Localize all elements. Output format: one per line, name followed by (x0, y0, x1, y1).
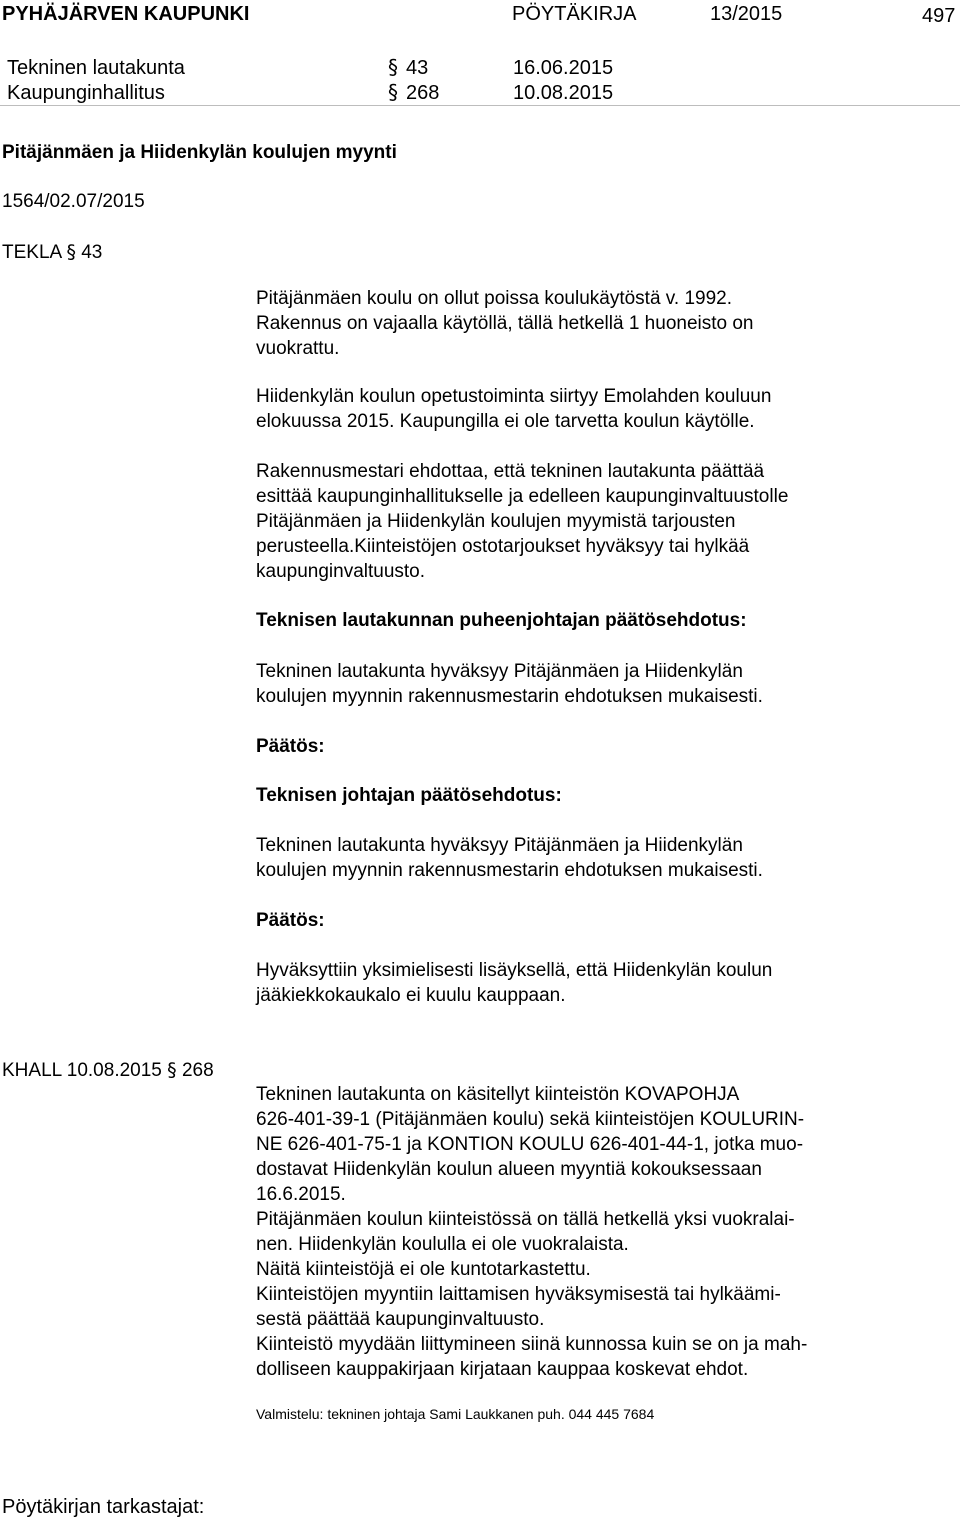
text-line: 16.6.2015. (256, 1184, 346, 1205)
text-line: Pitäjänmäen ja Hiidenkylän koulujen myymistä tarjousten (256, 511, 736, 532)
tekla-text: TEKLA (2, 242, 62, 263)
section-number: 43 (406, 57, 429, 79)
text-line: 626-401-39-1 (Pitäjänmäen koulu) sekä kiinteistöjen KOULURIN- (256, 1109, 805, 1130)
text-line: esittää kaupunginhallitukselle ja edelleen kaupunginvaltuustolle (256, 486, 789, 507)
header-divider (0, 105, 960, 106)
text-line: dolliseen kauppakirjaan kirjataan kauppaa koskevat ehdot. (256, 1359, 749, 1380)
text-line: Rakennusmestari ehdottaa, että tekninen lautakunta päättää (256, 461, 765, 482)
text-line: vuokrattu. (256, 338, 340, 359)
text-line: perusteella.Kiinteistöjen ostotarjoukset hyväksyy tai hylkää (256, 536, 750, 557)
preparer-note: Valmistelu: tekninen johtaja Sami Laukkanen puh. 044 445 7684 (256, 1406, 655, 1422)
document-number: 13/2015 (710, 3, 783, 25)
text-line: Kiinteistöjen myyntiin laittamisen hyväksymisestä tai hylkäämi- (256, 1284, 781, 1305)
text-line: Hiidenkylän koulun opetustoiminta siirtyy Emolahden kouluun (256, 386, 772, 407)
matter-title: Pitäjänmäen ja Hiidenkylän koulujen myynti (2, 142, 397, 163)
section-symbol: § (388, 80, 398, 104)
khall-text-block (256, 1082, 876, 1382)
section-symbol: § (167, 1059, 177, 1081)
text-line: koulujen myynnin rakennusmestarin ehdotuksen mukaisesti. (256, 860, 763, 881)
chair-proposal-text (256, 659, 876, 709)
text-line: Näitä kiinteistöjä ei ole kuntotarkastettu. (256, 1259, 591, 1280)
khall-number: 268 (181, 1060, 214, 1081)
director-proposal-text (256, 833, 876, 883)
text-line: jääkiekkokaukalo ei kuulu kauppaan. (256, 985, 566, 1006)
meeting-date: 10.08.2015 (513, 82, 614, 104)
tekla-number: 43 (81, 242, 103, 263)
section-symbol: § (388, 55, 398, 79)
decision-text (256, 958, 876, 1008)
section-number: 268 (406, 82, 440, 104)
director-proposal-heading: Teknisen johtajan päätösehdotus: (256, 785, 562, 806)
footer-inspectors: Pöytäkirjan tarkastajat: (2, 1496, 205, 1518)
text-line: Kiinteistö myydään liittymineen siinä kunnossa kuin se on ja mah- (256, 1334, 808, 1355)
chair-proposal-heading: Teknisen lautakunnan puheenjohtajan päätösehdotus: (256, 610, 747, 631)
text-line: elokuussa 2015. Kaupungilla ei ole tarvetta koulun käytölle. (256, 411, 755, 432)
text-line: Pitäjänmäen koulu on ollut poissa koulukäytöstä v. 1992. (256, 288, 733, 309)
paragraph (256, 384, 876, 434)
decision-label: Päätös: (256, 910, 325, 931)
body-name: Kaupunginhallitus (7, 82, 165, 104)
decision-label: Päätös: (256, 736, 325, 757)
text-line: dostavat Hiidenkylän koulun alueen myyntiä kokouksessaan (256, 1159, 762, 1180)
text-line: Tekninen lautakunta hyväksyy Pitäjänmäen ja Hiidenkylän (256, 661, 743, 682)
text-line: Pitäjänmäen koulun kiinteistössä on tällä hetkellä yksi vuokralai- (256, 1209, 795, 1230)
body-name: Tekninen lautakunta (7, 57, 185, 79)
text-line: sestä päättää kaupunginvaltuusto. (256, 1309, 545, 1330)
text-line: Rakennus on vajaalla käytöllä, tällä hetkellä 1 huoneisto on (256, 313, 754, 334)
section-symbol: § (66, 241, 76, 263)
text-line: Hyväksyttiin yksimielisesti lisäyksellä, että Hiidenkylän koulun (256, 960, 773, 981)
text-line: NE 626-401-75-1 ja KONTION KOULU 626-401-44-1, jotka muo- (256, 1134, 804, 1155)
text-line: kaupunginvaltuusto. (256, 561, 426, 582)
text-line: nen. Hiidenkylän koululla ei ole vuokralaista. (256, 1234, 629, 1255)
page-number: 497 (922, 5, 956, 27)
text-line: koulujen myynnin rakennusmestarin ehdotuksen mukaisesti. (256, 686, 763, 707)
tekla-label (2, 243, 102, 262)
khall-label (2, 1061, 214, 1080)
diary-number: 1564/02.07/2015 (2, 191, 145, 212)
text-line: Tekninen lautakunta on käsitellyt kiinteistön KOVAPOHJA (256, 1084, 740, 1105)
document-type: PÖYTÄKIRJA (512, 3, 637, 25)
paragraph (256, 459, 876, 584)
text-line: Tekninen lautakunta hyväksyy Pitäjänmäen ja Hiidenkylän (256, 835, 743, 856)
meeting-date: 16.06.2015 (513, 57, 614, 79)
khall-text: KHALL 10.08.2015 (2, 1060, 162, 1081)
paragraph (256, 286, 876, 361)
city-name: PYHÄJÄRVEN KAUPUNKI (2, 3, 250, 25)
